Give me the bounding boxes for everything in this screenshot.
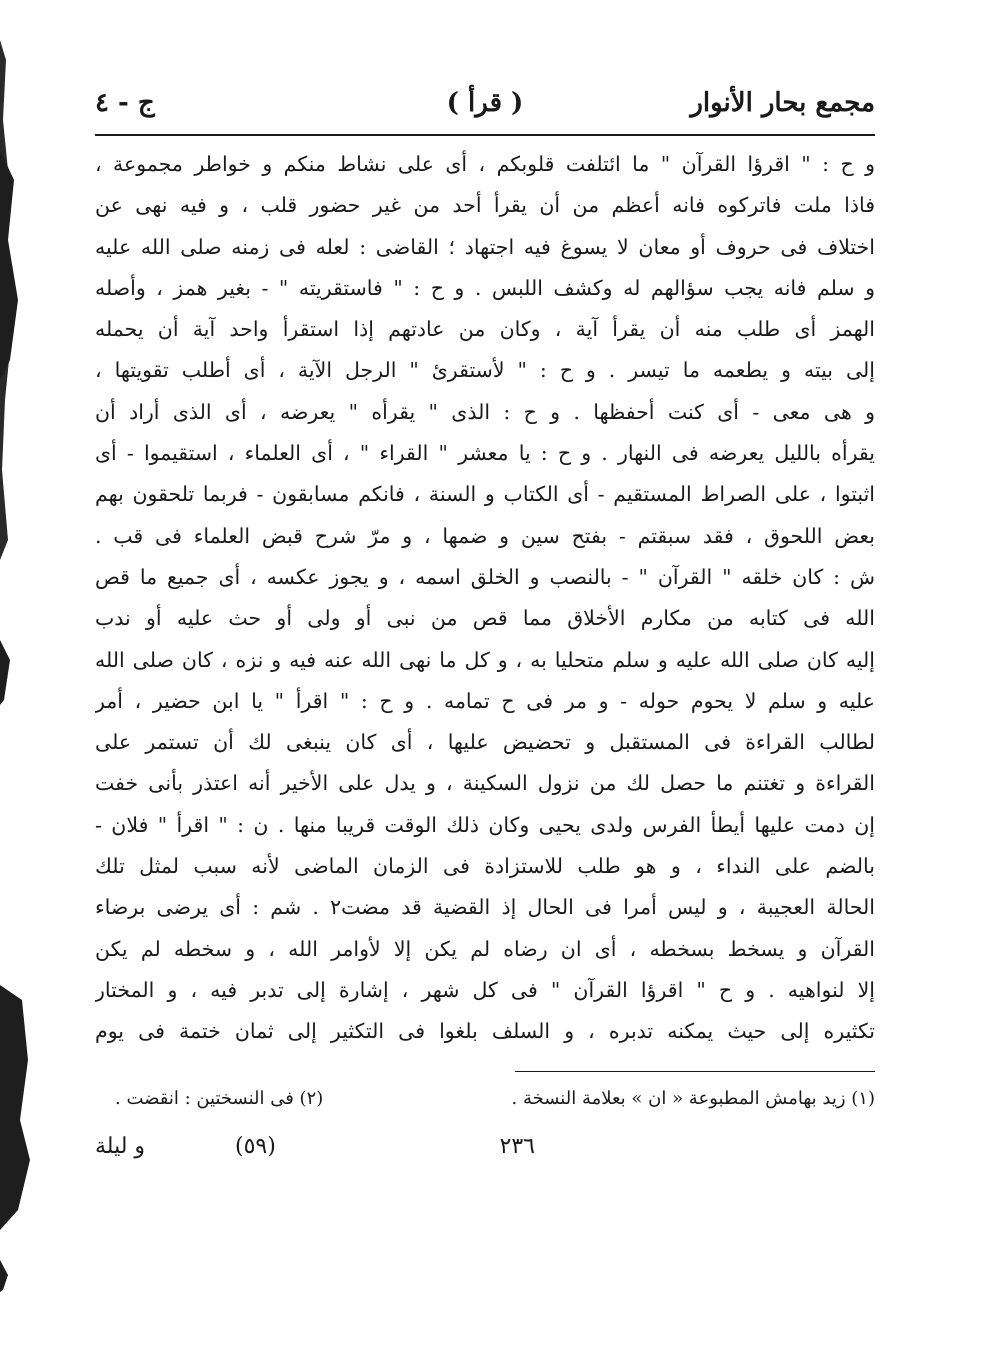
text-line: إليه كان صلى الله عليه و سلم متحليا به ، و كل ما نهى الله عنه فيه و نزه ، كان صلى الله [95,647,875,672]
text-line: عليه و سلم لا يحوم حوله - و مر فى ح تمامه . و ح : " اقرأ " يا ابن حضير ، أمر [95,688,875,713]
footnote-2: (٢) فى النسختين : انقضت . [115,1087,324,1109]
text-line: ش : كان خلقه " القرآن " - بالنصب و الخلق اسمه ، و يجوز عكسه ، أى جميع ما قص [95,564,875,589]
page [95,84,875,1174]
footnote-rule [515,1071,875,1072]
signature-mark: (٥٩) [235,1133,276,1159]
text-line: فاذا ملت فاتركوه فانه أعظم من أن يقرأ أحد من غير حضور قلب ، و فيه نهى عن [95,193,875,218]
text-line: بالضم على النداء ، و هو طلب للاستزادة فى الزمان الماضى لأنه سبب لمثل تلك [95,854,875,879]
text-line: بعض اللحوق ، فقد سبقتم - بفتح سين و ضمها ، و مرّ شرح قبض العلماء فى قب . [95,523,875,548]
text-line: إلا لنواهيه . و ح " اقرؤا القرآن " فى كل شهر ، إشارة إلى تدبر فيه ، و المختار [95,977,875,1002]
text-line: و ح : " اقرؤا القرآن " ما ائتلفت قلوبكم ، أى على نشاط منكم و خواطر مجموعة ، [95,152,875,176]
page-number: ٢٣٦ [499,1133,535,1159]
text-line: يقرأه بالليل يعرضه فى النهار . و ح : يا معشر " القراء " ، أى العلماء ، استقيموا - أى [95,441,875,466]
text-line: الله فى كتابه من مكارم الأخلاق مما قص من نبى أو ولى أو حث عليه أو ندب [95,606,875,631]
text-line: القراءة و تغتنم ما حصل لك من نزول السكينة ، و يدل على الأخير أنه اعتذر بأنى خفت [95,771,875,796]
footnote-1: (١) زيد بهامش المطبوعة « ان » بعلامة النسخة . [511,1087,875,1109]
text-line: القرآن و يسخط بسخطه ، أى ان رضاه لم يكن إلا لأوامر الله ، و سخطه لم يكن [95,936,875,961]
page-footer [95,1134,875,1174]
text-line: اختلاف فى حروف أو معان لا يسوغ فيه اجتهاد ؛ القاضى : لعله فى زمنه صلى الله عليه [95,234,875,259]
text-line: إن دمت عليها أيطأ الفرس ولدى يحيى وكان ذلك الوقت قريبا منها . ن : " اقرأ " فلان - [95,812,875,837]
text-line: اثبتوا ، على الصراط المستقيم - أى الكتاب و السنة ، فانكم مسابقون - فربما تلحقون بهم [95,482,875,507]
book-title: مجمع بحار الأنوار [690,88,875,118]
catchword: و ليلة [95,1133,146,1159]
entry-title: ( قرأ ) [446,88,524,118]
volume-label: ج - ٤ [95,88,155,118]
text-line: إلى بيته و يطعمه ما تيسر . و ح : " لأستقرئ " الرجل الآية ، أى أطلب تقويتها ، [95,358,875,383]
body-text [95,144,875,1053]
text-line: و سلم فانه يجب سؤالهم له وكشف اللبس . و ح : " فاستقريته " - بغير همز ، وأصله [95,275,875,300]
text-line: تكثيره إلى حيث يمكنه تدبره ، و السلف بلغوا فى التكثير إلى ثمان ختمة فى يوم [95,1019,875,1044]
header-rule [95,134,875,136]
text-line: الحالة العجيبة ، و ليس أمرا فى الحال إذ القضية قد مضت٢ . شم : أى يرضى برضاء [95,895,875,920]
footnotes [95,1082,875,1122]
scan-edge-marks [0,0,34,1355]
page-header [95,84,875,128]
text-line: الهمز أى طلب منه أن يقرأ آية ، وكان من عادتهم إذا استقرأ واحد آية أن يحمله [95,317,875,342]
text-line: و هى معى - أى كنت أحفظها . و ح : الذى " يقرأه " يعرضه ، أى الذى أراد أن [95,399,875,424]
text-line: لطالب القراءة فى المستقبل و تحضيض عليها ، أى كان ينبغى لك أن تستمر على [95,730,875,755]
